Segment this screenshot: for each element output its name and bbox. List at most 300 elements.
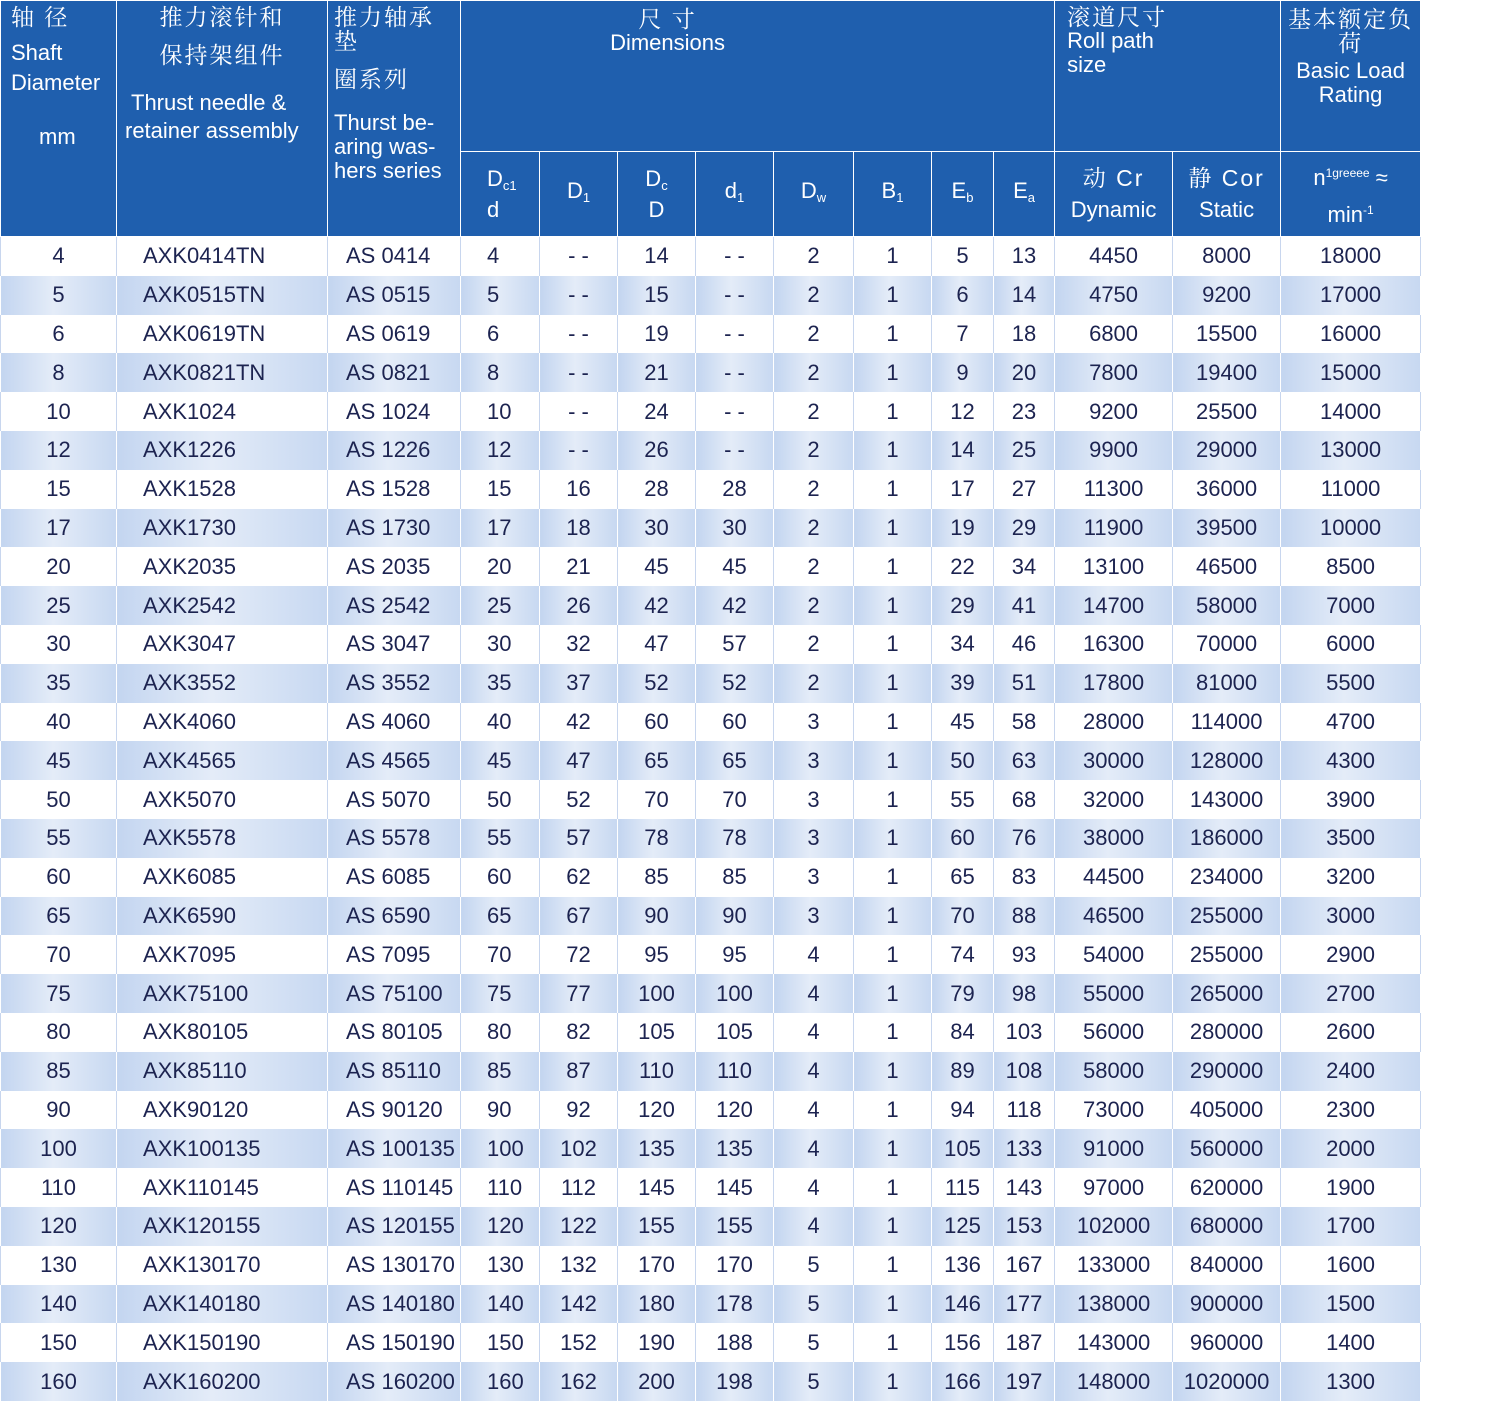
header-speed-unit xyxy=(1281,152,1421,237)
cell-dynamic-load: 9900 xyxy=(1055,431,1173,470)
table-row xyxy=(1,1052,1421,1091)
cell-limiting-speed: 7000 xyxy=(1281,586,1421,625)
cell-dw: 2 xyxy=(774,586,854,625)
cell-washer-series: AS 160200 xyxy=(328,1362,461,1401)
cell-limiting-speed: 3000 xyxy=(1281,897,1421,936)
cell-washer-series: AS 1226 xyxy=(328,431,461,470)
cell-static-load: 265000 xyxy=(1173,974,1281,1013)
cell-b1: 1 xyxy=(854,858,932,897)
cell-dw: 4 xyxy=(774,935,854,974)
table-row xyxy=(1,1207,1421,1246)
cell-dw: 3 xyxy=(774,780,854,819)
cell-dc1: 85 xyxy=(461,1052,540,1091)
cell-dc: 180 xyxy=(618,1285,696,1324)
cell-d1: 87 xyxy=(540,1052,618,1091)
cell-b1: 1 xyxy=(854,431,932,470)
cell-eb: 136 xyxy=(932,1246,994,1285)
header-dw-sub: w xyxy=(816,189,827,205)
cell-small-d1: 60 xyxy=(696,703,774,742)
cell-static-load: 81000 xyxy=(1173,664,1281,703)
cell-dc: 42 xyxy=(618,586,696,625)
cell-eb: 65 xyxy=(932,858,994,897)
header-dc1-line2: d xyxy=(487,196,500,222)
table-row xyxy=(1,703,1421,742)
cell-shaft-diameter: 55 xyxy=(1,819,117,858)
cell-d1: 77 xyxy=(540,974,618,1013)
cell-assembly: AXK1528 xyxy=(117,470,328,509)
cell-dc1: 35 xyxy=(461,664,540,703)
cell-washer-series: AS 4060 xyxy=(328,703,461,742)
cell-dc1: 100 xyxy=(461,1129,540,1168)
cell-dw: 4 xyxy=(774,1129,854,1168)
cell-static-load: 960000 xyxy=(1173,1323,1281,1362)
cell-limiting-speed: 2000 xyxy=(1281,1129,1421,1168)
header-dimensions-cn: 尺 寸 xyxy=(638,6,697,32)
cell-washer-series: AS 3552 xyxy=(328,664,461,703)
table-row xyxy=(1,664,1421,703)
cell-static-load: 255000 xyxy=(1173,897,1281,936)
cell-dc: 47 xyxy=(618,625,696,664)
cell-ea: 88 xyxy=(994,897,1055,936)
cell-b1: 1 xyxy=(854,547,932,586)
cell-dw: 5 xyxy=(774,1323,854,1362)
header-dynamic xyxy=(1055,152,1173,237)
cell-shaft-diameter: 12 xyxy=(1,431,117,470)
cell-d1: 16 xyxy=(540,470,618,509)
cell-dynamic-load: 133000 xyxy=(1055,1246,1173,1285)
cell-dc1: 4 xyxy=(461,237,540,276)
cell-eb: 39 xyxy=(932,664,994,703)
cell-shaft-diameter: 45 xyxy=(1,741,117,780)
cell-small-d1: 178 xyxy=(696,1285,774,1324)
cell-small-d1: 188 xyxy=(696,1323,774,1362)
cell-b1: 1 xyxy=(854,1323,932,1362)
cell-eb: 29 xyxy=(932,586,994,625)
cell-b1: 1 xyxy=(854,353,932,392)
cell-dc1: 25 xyxy=(461,586,540,625)
cell-dc1: 50 xyxy=(461,780,540,819)
cell-washer-series: AS 85110 xyxy=(328,1052,461,1091)
cell-b1: 1 xyxy=(854,509,932,548)
cell-limiting-speed: 15000 xyxy=(1281,353,1421,392)
cell-assembly: AXK0619TN xyxy=(117,315,328,354)
cell-assembly: AXK140180 xyxy=(117,1285,328,1324)
header-min-main: min xyxy=(1327,202,1363,227)
cell-ea: 29 xyxy=(994,509,1055,548)
table-row xyxy=(1,1129,1421,1168)
cell-dw: 3 xyxy=(774,741,854,780)
cell-dynamic-load: 7800 xyxy=(1055,353,1173,392)
cell-eb: 19 xyxy=(932,509,994,548)
cell-b1: 1 xyxy=(854,1052,932,1091)
cell-ea: 93 xyxy=(994,935,1055,974)
cell-small-d1: 57 xyxy=(696,625,774,664)
cell-washer-series: AS 80105 xyxy=(328,1013,461,1052)
cell-washer-series: AS 5070 xyxy=(328,780,461,819)
table-body xyxy=(1,237,1421,1401)
cell-washer-series: AS 120155 xyxy=(328,1207,461,1246)
table-row xyxy=(1,974,1421,1013)
cell-washer-series: AS 2542 xyxy=(328,586,461,625)
cell-shaft-diameter: 4 xyxy=(1,237,117,276)
cell-ea: 177 xyxy=(994,1285,1055,1324)
cell-limiting-speed: 4300 xyxy=(1281,741,1421,780)
cell-dw: 5 xyxy=(774,1285,854,1324)
cell-dc: 65 xyxy=(618,741,696,780)
cell-shaft-diameter: 110 xyxy=(1,1168,117,1207)
cell-b1: 1 xyxy=(854,586,932,625)
cell-small-d1: 120 xyxy=(696,1091,774,1130)
cell-static-load: 620000 xyxy=(1173,1168,1281,1207)
cell-static-load: 70000 xyxy=(1173,625,1281,664)
cell-dynamic-load: 91000 xyxy=(1055,1129,1173,1168)
header-load-rating xyxy=(1281,1,1421,152)
cell-static-load: 46500 xyxy=(1173,547,1281,586)
cell-dynamic-load: 54000 xyxy=(1055,935,1173,974)
cell-eb: 74 xyxy=(932,935,994,974)
cell-ea: 83 xyxy=(994,858,1055,897)
cell-ea: 118 xyxy=(994,1091,1055,1130)
header-washer-en2: aring was- xyxy=(334,134,436,159)
cell-assembly: AXK80105 xyxy=(117,1013,328,1052)
cell-shaft-diameter: 150 xyxy=(1,1323,117,1362)
cell-d1: 52 xyxy=(540,780,618,819)
header-shaft-en1: Shaft xyxy=(11,40,63,65)
cell-limiting-speed: 3900 xyxy=(1281,780,1421,819)
cell-small-d1: 70 xyxy=(696,780,774,819)
cell-dw: 2 xyxy=(774,625,854,664)
cell-dc1: 15 xyxy=(461,470,540,509)
cell-washer-series: AS 6590 xyxy=(328,897,461,936)
cell-d1: 72 xyxy=(540,935,618,974)
cell-dc: 14 xyxy=(618,237,696,276)
header-static xyxy=(1173,152,1281,237)
cell-dc: 90 xyxy=(618,897,696,936)
cell-shaft-diameter: 130 xyxy=(1,1246,117,1285)
cell-washer-series: AS 150190 xyxy=(328,1323,461,1362)
cell-shaft-diameter: 75 xyxy=(1,974,117,1013)
cell-assembly: AXK0821TN xyxy=(117,353,328,392)
cell-ea: 98 xyxy=(994,974,1055,1013)
cell-d1: - - xyxy=(540,315,618,354)
cell-dc1: 160 xyxy=(461,1362,540,1401)
cell-dynamic-load: 138000 xyxy=(1055,1285,1173,1324)
cell-dc1: 20 xyxy=(461,547,540,586)
header-static-cn: 静 Cor xyxy=(1188,165,1265,191)
cell-dw: 2 xyxy=(774,237,854,276)
cell-dc1: 60 xyxy=(461,858,540,897)
cell-shaft-diameter: 60 xyxy=(1,858,117,897)
cell-limiting-speed: 10000 xyxy=(1281,509,1421,548)
table-row xyxy=(1,1323,1421,1362)
cell-limiting-speed: 16000 xyxy=(1281,315,1421,354)
cell-static-load: 234000 xyxy=(1173,858,1281,897)
cell-assembly: AXK3552 xyxy=(117,664,328,703)
cell-dc1: 6 xyxy=(461,315,540,354)
header-washer-cn1: 推力轴承垫 xyxy=(334,4,434,54)
cell-static-load: 186000 xyxy=(1173,819,1281,858)
cell-eb: 89 xyxy=(932,1052,994,1091)
cell-washer-series: AS 1528 xyxy=(328,470,461,509)
cell-dw: 2 xyxy=(774,276,854,315)
header-dc1-main: D xyxy=(487,165,503,191)
cell-limiting-speed: 6000 xyxy=(1281,625,1421,664)
cell-eb: 166 xyxy=(932,1362,994,1401)
cell-d1: 47 xyxy=(540,741,618,780)
table-row xyxy=(1,741,1421,780)
cell-eb: 7 xyxy=(932,315,994,354)
cell-washer-series: AS 1024 xyxy=(328,392,461,431)
cell-dw: 2 xyxy=(774,353,854,392)
cell-dynamic-load: 11300 xyxy=(1055,470,1173,509)
cell-d1: 57 xyxy=(540,819,618,858)
cell-dc1: 5 xyxy=(461,276,540,315)
cell-ea: 167 xyxy=(994,1246,1055,1285)
table-row xyxy=(1,935,1421,974)
cell-small-d1: 28 xyxy=(696,470,774,509)
cell-assembly: AXK0414TN xyxy=(117,237,328,276)
header-d1 xyxy=(540,152,618,237)
header-b1 xyxy=(854,152,932,237)
cell-ea: 153 xyxy=(994,1207,1055,1246)
cell-limiting-speed: 1400 xyxy=(1281,1323,1421,1362)
cell-dynamic-load: 46500 xyxy=(1055,897,1173,936)
cell-dc: 145 xyxy=(618,1168,696,1207)
cell-limiting-speed: 4700 xyxy=(1281,703,1421,742)
cell-washer-series: AS 140180 xyxy=(328,1285,461,1324)
cell-dc1: 10 xyxy=(461,392,540,431)
header-n-main: n xyxy=(1313,165,1326,190)
cell-dw: 4 xyxy=(774,1052,854,1091)
cell-limiting-speed: 13000 xyxy=(1281,431,1421,470)
cell-shaft-diameter: 85 xyxy=(1,1052,117,1091)
table-row xyxy=(1,470,1421,509)
cell-limiting-speed: 2300 xyxy=(1281,1091,1421,1130)
cell-washer-series: AS 7095 xyxy=(328,935,461,974)
header-assembly-en2: retainer assembly xyxy=(125,118,299,143)
cell-washer-series: AS 0619 xyxy=(328,315,461,354)
header-dc-main: D xyxy=(645,165,662,191)
cell-shaft-diameter: 25 xyxy=(1,586,117,625)
header-d1-sub: 1 xyxy=(582,189,591,205)
cell-d1: 37 xyxy=(540,664,618,703)
header-small-d1-sub: 1 xyxy=(737,189,745,205)
table-row xyxy=(1,431,1421,470)
cell-assembly: AXK100135 xyxy=(117,1129,328,1168)
header-dynamic-cn: 动 Cr xyxy=(1082,165,1145,191)
cell-assembly: AXK130170 xyxy=(117,1246,328,1285)
cell-small-d1: - - xyxy=(696,237,774,276)
cell-shaft-diameter: 70 xyxy=(1,935,117,974)
cell-dc1: 8 xyxy=(461,353,540,392)
cell-assembly: AXK120155 xyxy=(117,1207,328,1246)
cell-small-d1: - - xyxy=(696,353,774,392)
header-dc1-sub: c1 xyxy=(502,177,517,193)
table-row xyxy=(1,897,1421,936)
cell-b1: 1 xyxy=(854,237,932,276)
cell-dynamic-load: 9200 xyxy=(1055,392,1173,431)
cell-washer-series: AS 100135 xyxy=(328,1129,461,1168)
cell-washer-series: AS 130170 xyxy=(328,1246,461,1285)
cell-shaft-diameter: 65 xyxy=(1,897,117,936)
header-assembly-en1: Thrust needle & xyxy=(131,90,287,115)
table-row xyxy=(1,237,1421,276)
header-roll-cn: 滚道尺寸 xyxy=(1067,4,1168,30)
cell-assembly: AXK5070 xyxy=(117,780,328,819)
cell-ea: 68 xyxy=(994,780,1055,819)
cell-eb: 156 xyxy=(932,1323,994,1362)
cell-dynamic-load: 11900 xyxy=(1055,509,1173,548)
table-header: 轴 径 Shaft Diameter mm 推力滚针和 保持架组件 Thrust needle & retainer assembly 推力轴承垫 圈系列 Thurst be- aring was- hers series 尺 寸 Dimensions 滚道尺寸 Roll path size 基本额定负荷 Basic Load Rating 极限转速 Limiting Speed $D_{c1}$ d $D_1$ $D_c$ D $d_1$ $D_w$ $B_1$ $E_b$ $E_a$ 动 Cr Dynamic 静 Cor Static $n^{1greeee}$ ≈ $\min^{-1}$ xyxy=(1,1,1421,237)
cell-small-d1: 95 xyxy=(696,935,774,974)
cell-limiting-speed: 18000 xyxy=(1281,237,1421,276)
cell-dynamic-load: 97000 xyxy=(1055,1168,1173,1207)
cell-d1: - - xyxy=(540,392,618,431)
cell-dc: 110 xyxy=(618,1052,696,1091)
cell-limiting-speed: 2700 xyxy=(1281,974,1421,1013)
cell-limiting-speed: 2600 xyxy=(1281,1013,1421,1052)
cell-dw: 2 xyxy=(774,392,854,431)
cell-dc: 60 xyxy=(618,703,696,742)
cell-dynamic-load: 102000 xyxy=(1055,1207,1173,1246)
cell-d1: - - xyxy=(540,353,618,392)
cell-b1: 1 xyxy=(854,1207,932,1246)
header-dimensions xyxy=(461,1,1055,152)
cell-ea: 20 xyxy=(994,353,1055,392)
header-small-d1-main: d xyxy=(724,177,737,203)
cell-limiting-speed: 1900 xyxy=(1281,1168,1421,1207)
table-row xyxy=(1,315,1421,354)
cell-dc: 78 xyxy=(618,819,696,858)
cell-dc: 190 xyxy=(618,1323,696,1362)
cell-dw: 2 xyxy=(774,315,854,354)
cell-dynamic-load: 44500 xyxy=(1055,858,1173,897)
cell-ea: 23 xyxy=(994,392,1055,431)
cell-limiting-speed: 1600 xyxy=(1281,1246,1421,1285)
cell-d1: 26 xyxy=(540,586,618,625)
cell-dc1: 45 xyxy=(461,741,540,780)
cell-eb: 22 xyxy=(932,547,994,586)
cell-ea: 197 xyxy=(994,1362,1055,1401)
header-min-sup: -1 xyxy=(1362,203,1374,217)
table-row xyxy=(1,276,1421,315)
cell-d1: 92 xyxy=(540,1091,618,1130)
cell-ea: 63 xyxy=(994,741,1055,780)
cell-shaft-diameter: 15 xyxy=(1,470,117,509)
cell-dw: 4 xyxy=(774,1091,854,1130)
cell-eb: 12 xyxy=(932,392,994,431)
cell-dc1: 55 xyxy=(461,819,540,858)
cell-dynamic-load: 73000 xyxy=(1055,1091,1173,1130)
cell-ea: 14 xyxy=(994,276,1055,315)
cell-static-load: 114000 xyxy=(1173,703,1281,742)
cell-shaft-diameter: 90 xyxy=(1,1091,117,1130)
cell-dw: 2 xyxy=(774,431,854,470)
header-dc1 xyxy=(461,152,540,237)
cell-limiting-speed: 2400 xyxy=(1281,1052,1421,1091)
cell-dc: 95 xyxy=(618,935,696,974)
cell-dynamic-load: 30000 xyxy=(1055,741,1173,780)
cell-assembly: AXK7095 xyxy=(117,935,328,974)
cell-d1: 162 xyxy=(540,1362,618,1401)
cell-dc1: 140 xyxy=(461,1285,540,1324)
cell-d1: 32 xyxy=(540,625,618,664)
cell-dc: 200 xyxy=(618,1362,696,1401)
header-dc-line2: D xyxy=(648,196,665,222)
cell-dynamic-load: 4450 xyxy=(1055,237,1173,276)
cell-eb: 105 xyxy=(932,1129,994,1168)
cell-dc1: 75 xyxy=(461,974,540,1013)
header-shaft-unit: mm xyxy=(39,124,76,149)
cell-ea: 143 xyxy=(994,1168,1055,1207)
header-assembly xyxy=(117,1,328,237)
cell-static-load: 36000 xyxy=(1173,470,1281,509)
cell-dc1: 110 xyxy=(461,1168,540,1207)
cell-washer-series: AS 4565 xyxy=(328,741,461,780)
cell-d1: 132 xyxy=(540,1246,618,1285)
cell-shaft-diameter: 80 xyxy=(1,1013,117,1052)
cell-dc1: 65 xyxy=(461,897,540,936)
cell-b1: 1 xyxy=(854,780,932,819)
cell-assembly: AXK6085 xyxy=(117,858,328,897)
header-shaft-en2: Diameter xyxy=(11,70,101,95)
cell-dw: 4 xyxy=(774,1207,854,1246)
header-load-en: Basic Load Rating xyxy=(1296,58,1405,107)
cell-dc: 24 xyxy=(618,392,696,431)
cell-assembly: AXK1730 xyxy=(117,509,328,548)
cell-shaft-diameter: 100 xyxy=(1,1129,117,1168)
cell-assembly: AXK4565 xyxy=(117,741,328,780)
cell-dc: 30 xyxy=(618,509,696,548)
cell-dw: 2 xyxy=(774,470,854,509)
cell-ea: 34 xyxy=(994,547,1055,586)
cell-small-d1: 42 xyxy=(696,586,774,625)
cell-d1: 112 xyxy=(540,1168,618,1207)
cell-shaft-diameter: 40 xyxy=(1,703,117,742)
cell-small-d1: 105 xyxy=(696,1013,774,1052)
cell-ea: 18 xyxy=(994,315,1055,354)
cell-eb: 60 xyxy=(932,819,994,858)
header-d1-main: D xyxy=(566,177,583,203)
cell-limiting-speed: 14000 xyxy=(1281,392,1421,431)
cell-b1: 1 xyxy=(854,625,932,664)
cell-small-d1: 90 xyxy=(696,897,774,936)
cell-d1: 122 xyxy=(540,1207,618,1246)
cell-static-load: 19400 xyxy=(1173,353,1281,392)
cell-shaft-diameter: 30 xyxy=(1,625,117,664)
cell-dc: 15 xyxy=(618,276,696,315)
cell-d1: - - xyxy=(540,431,618,470)
cell-dc1: 17 xyxy=(461,509,540,548)
cell-b1: 1 xyxy=(854,315,932,354)
cell-d1: - - xyxy=(540,237,618,276)
cell-shaft-diameter: 50 xyxy=(1,780,117,819)
cell-small-d1: 85 xyxy=(696,858,774,897)
table-row xyxy=(1,819,1421,858)
cell-ea: 27 xyxy=(994,470,1055,509)
cell-static-load: 128000 xyxy=(1173,741,1281,780)
header-small-d1 xyxy=(696,152,774,237)
cell-static-load: 1020000 xyxy=(1173,1362,1281,1401)
cell-b1: 1 xyxy=(854,1091,932,1130)
cell-dw: 2 xyxy=(774,509,854,548)
cell-dynamic-load: 4750 xyxy=(1055,276,1173,315)
cell-limiting-speed: 3500 xyxy=(1281,819,1421,858)
cell-dynamic-load: 38000 xyxy=(1055,819,1173,858)
cell-assembly: AXK1226 xyxy=(117,431,328,470)
cell-limiting-speed: 1700 xyxy=(1281,1207,1421,1246)
cell-dc1: 130 xyxy=(461,1246,540,1285)
